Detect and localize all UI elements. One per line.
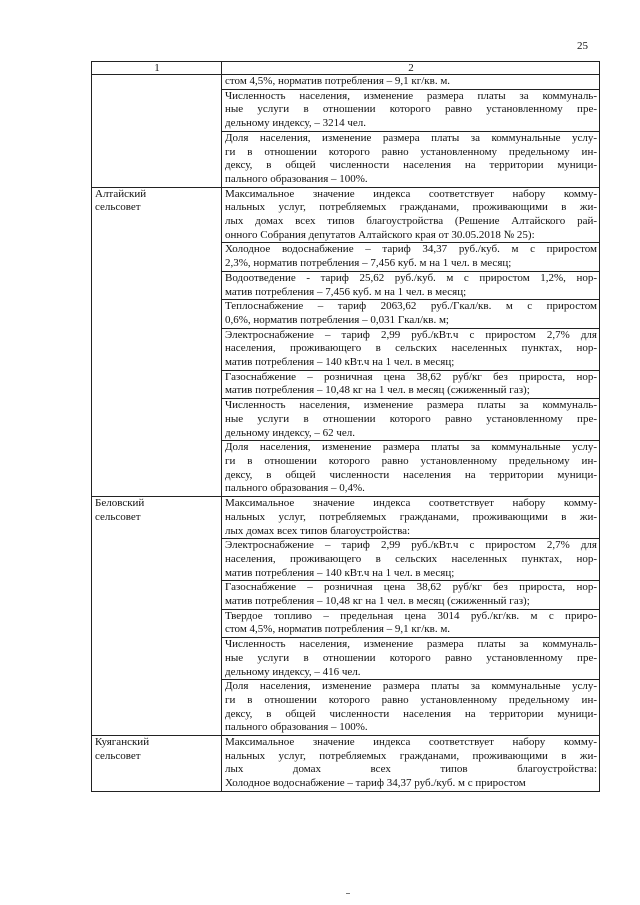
description-paragraph [222, 328, 599, 370]
text-line: дексу, в общей численности населения на территории муници- [225, 707, 597, 720]
text-line: матив потребления – 140 кВт.ч на 1 чел. в месяц; [225, 566, 455, 579]
description-paragraph [222, 609, 599, 637]
municipality-name-line: Алтайский [95, 187, 147, 200]
description-paragraph [222, 89, 599, 131]
text-line: Холодное водоснабжение – тариф 34,37 руб./куб. м с приростом [225, 243, 597, 256]
municipality-name-cell [92, 736, 222, 792]
text-line: лых домах всех типов благоустройства (Решение Алтайского рай- [225, 215, 597, 228]
text-line: нальных услуг, потребляемых гражданами, проживающими в жи- [225, 510, 597, 523]
text-line: населения, проживающего в сельских населенных пунктах, нор- [225, 342, 597, 355]
text-line: матив потребления – 10,48 кг на 1 чел. в месяц (сжиженный газ); [225, 384, 530, 397]
table-header-row [92, 62, 600, 75]
text-line: Доля населения, изменение размера платы за коммунальные услу- [225, 680, 597, 693]
tariff-table [91, 61, 600, 792]
description-paragraph [222, 188, 599, 243]
description-paragraph [222, 637, 599, 679]
text-line: матив потребления – 7,456 куб. м на 1 чел. в месяц; [225, 285, 467, 298]
description-cell [222, 187, 600, 496]
text-line: дельному индексу, – 3214 чел. [225, 117, 366, 130]
text-line: Водоотведение - тариф 25,62 руб./куб. м с приростом 1,2%, нор- [225, 271, 597, 284]
text-line: ные услуги в отношении которого равно установленному пре- [225, 651, 597, 664]
text-line: ги в отношении которого равно установленному предельному ин- [225, 693, 597, 706]
description-cell [222, 75, 600, 188]
text-line: Газоснабжение – розничная цена 38,62 руб/кг без прироста, нор- [225, 581, 597, 594]
municipality-name-line: сельсовет [95, 201, 141, 214]
text-line: Электроснабжение – тариф 2,99 руб./кВт.ч с приростом 2,7% для [225, 539, 597, 552]
text-line: Холодное водоснабжение – тариф 34,37 руб./куб. м с приростом [225, 777, 526, 790]
description-paragraph [222, 370, 599, 398]
text-line: дельному индексу, – 416 чел. [225, 665, 361, 678]
text-line: ги в отношении которого равно установленному предельному ин- [225, 454, 597, 467]
description-paragraph [222, 580, 599, 608]
text-line: Численность населения, изменение размера платы за коммуналь- [225, 399, 597, 412]
text-line: онного Собрания депутатов Алтайского края от 30.05.2018 № 25): [225, 228, 535, 241]
text-line: 0,6%, норматив потребления – 0,031 Гкал/кв. м; [225, 313, 449, 326]
text-line: лых домах всех типов благоустройства: [225, 763, 597, 776]
municipality-name-cell [92, 75, 222, 188]
municipality-name-cell [92, 187, 222, 496]
header-cell-1: 1 [92, 62, 222, 75]
text-line: матив потребления – 10,48 кг на 1 чел. в месяц (сжиженный газ); [225, 595, 530, 608]
text-line: ные услуги в отношении которого равно установленному пре- [225, 103, 597, 116]
description-cell [222, 736, 600, 792]
text-line: Газоснабжение – розничная цена 38,62 руб/кг без прироста, нор- [225, 370, 597, 383]
text-line: Электроснабжение – тариф 2,99 руб./кВт.ч с приростом 2,7% для [225, 328, 597, 341]
text-line: лых домах всех типов благоустройства: [225, 524, 411, 537]
description-paragraph [222, 299, 599, 327]
municipality-name-cell [92, 497, 222, 736]
text-line: пального образования – 100%. [225, 721, 368, 734]
description-paragraph [222, 398, 599, 440]
text-line: дексу, в общей численности населения на территории муници- [225, 159, 597, 172]
description-paragraph [222, 440, 599, 496]
text-line: 2,3%, норматив потребления – 7,456 куб. м на 1 чел. в месяц; [225, 257, 512, 270]
text-line: Максимальное значение индекса соответствует набору комму- [225, 497, 597, 510]
description-paragraph [222, 131, 599, 187]
description-cell [222, 497, 600, 736]
text-line: Максимальное значение индекса соответствует набору комму- [225, 736, 597, 749]
text-line: нальных услуг, потребляемых гражданами, проживающими в жи- [225, 749, 597, 762]
text-line: населения, проживающего в сельских населенных пунктах, нор- [225, 552, 597, 565]
table-row [92, 187, 600, 496]
description-paragraph [222, 538, 599, 580]
header-cell-2: 2 [222, 62, 600, 75]
text-line: пального образования – 100%. [225, 172, 368, 185]
text-line: Доля населения, изменение размера платы за коммунальные услу- [225, 441, 597, 454]
text-line: дельному индексу, – 62 чел. [225, 426, 355, 439]
table-row [92, 75, 600, 188]
text-line: Твердое топливо – предельная цена 3014 руб./кг/кв. м с приро- [225, 609, 597, 622]
text-line: Доля населения, изменение размера платы за коммунальные услу- [225, 131, 597, 144]
description-paragraph [222, 679, 599, 735]
description-paragraph [222, 271, 599, 299]
text-line: Численность населения, изменение размера платы за коммуналь- [225, 89, 597, 102]
page-number: 25 [577, 40, 588, 52]
text-line: пального образования – 0,4%. [225, 482, 365, 495]
text-line: дексу, в общей численности населения на территории муници- [225, 468, 597, 481]
text-line: Максимальное значение индекса соответствует набору комму- [225, 187, 597, 200]
text-line: ги в отношении которого равно установленному предельному ин- [225, 145, 597, 158]
description-paragraph [222, 242, 599, 270]
text-line: Численность населения, изменение размера платы за коммуналь- [225, 638, 597, 651]
text-line: стом 4,5%, норматив потребления – 9,1 кг/кв. м. [225, 75, 451, 87]
table-row [92, 736, 600, 792]
municipality-name-line: Куяганский [95, 736, 150, 749]
municipality-name-line: сельсовет [95, 510, 141, 523]
municipality-name-line: сельсовет [95, 749, 141, 762]
description-paragraph [222, 736, 599, 791]
text-line: нальных услуг, потребляемых гражданами, проживающими в жи- [225, 201, 597, 214]
table-row [92, 497, 600, 736]
description-paragraph [222, 75, 599, 89]
scan-mark [346, 893, 350, 894]
text-line: Теплоснабжение – тариф 2063,62 руб./Гкал/кв. м с приростом [225, 300, 597, 313]
municipality-name-line: Беловский [95, 497, 145, 510]
text-line: матив потребления – 140 кВт.ч на 1 чел. в месяц; [225, 356, 455, 369]
text-line: стом 4,5%, норматив потребления – 9,1 кг/кв. м. [225, 623, 451, 636]
description-paragraph [222, 497, 599, 538]
text-line: ные услуги в отношении которого равно установленному пре- [225, 412, 597, 425]
